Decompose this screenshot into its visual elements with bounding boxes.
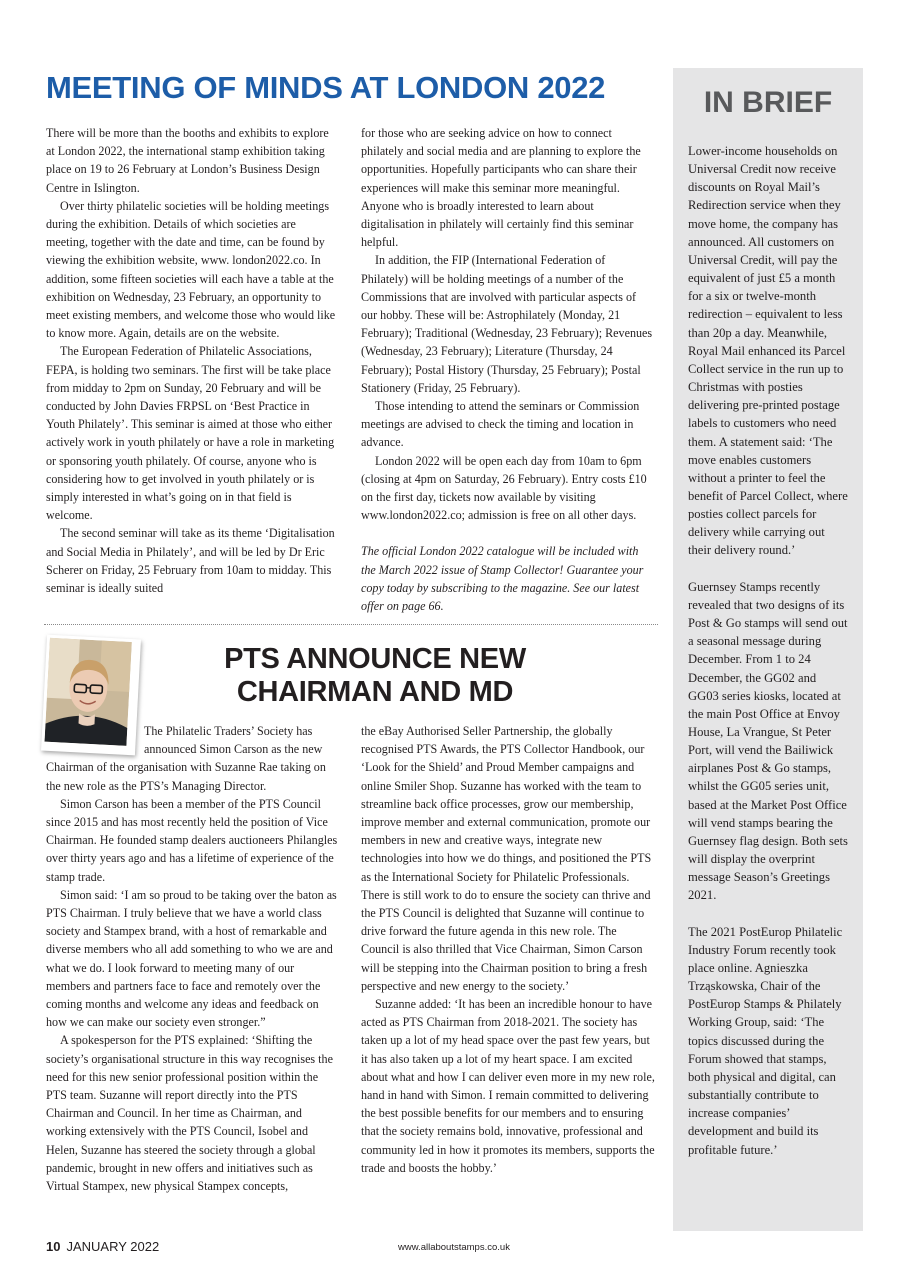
paragraph: Suzanne added: ‘It has been an incredible honour to have acted as PTS Chairman from 2018-2021. The society has taken up a lot of my head space over the past few years, but it has also taken up a lot of my heart space. I am excited about what and how I can deliver even more in my new role, hand in hand with Simon. I remain committed to delivering the best possible benefits for our members and to ensuring that the society remains bold, innovative, professional and community led in how it promotes its members, supports the trade and boosts the hobby.’ [361,997,655,1175]
paragraph: Simon Carson has been a member of the PTS Council since 2015 and has most recently held the position of Vice Chairman. He founded stamp dealers auctioneers Philangles over thirty years ago and has a lifetime of experience of the stamp trade. [46,796,338,884]
paragraph: There will be more than the booths and exhibits to explore at London 2022, the international stamp exhibition taking place on 19 to 26 February at London’s Business Design Centre in Islington. [46,126,329,195]
article2-column-1 [46,722,338,1195]
paragraph: the eBay Authorised Seller Partnership, the globally recognised PTS Awards, the PTS Collector Handbook, our ‘Look for the Shield’ and Proud Member campaigns and online Smiler Shop. Suzanne has worked with the team to streamline back office processes, grow our membership, improve member and external communication, promote our members in new and creative ways, integrate new technologies into how we do things, and positioned the PTS as the International Society for Philatelic Professionals. There is still work to do to ensure the society can thrive and the PTS Council is delighted that Suzanne will continue to drive forward the future agenda in this new role. The Council is also thrilled that Vice Chairman, Simon Carson will be stepping into the Chairman position to bring a fresh perspective and new energy to the society.’ [361,724,652,993]
paragraph: In addition, the FIP (International Federation of Philately) will be holding meetings of a number of the Commissions that are involved with particular aspects of our hobby. These will be: Astrophilately (Monday, 21 February); Traditional (Wednesday, 23 February); Revenues (Wednesday, 23 February); Literature (Thursday, 24 February); Postal History (Thursday, 25 February); Postal Stationery (Friday, 25 February). [361,253,653,395]
brief-item: Lower-income households on Universal Credit now receive discounts on Royal Mail’s Redirection service when they move home, the company has announced. All customers on Universal Credit, will pay the equivalent of just £5 a month for a six or twelve-month redirection – equivalent to less than 20p a day. Meanwhile, Royal Mail enhanced its Parcel Collect service in the run up to Christmas with posties delivering pre-printed postage labels to customers who need them. A statement said: ‘The move enables customers without a printer to feel the benefit of Parcel Collect, where posties collect parcels for delivery while carrying out their delivery round.’ [688,144,848,558]
article2-column-2 [361,722,655,1177]
catalogue-note: The official London 2022 catalogue will be included with the March 2022 issue of Stamp Collector! Guarantee your copy today by subscribing to the magazine. See our latest offer on page 66. [361,544,644,614]
paragraph: London 2022 will be open each day from 10am to 6pm (closing at 4pm on Saturday, 26 February). Entry costs £10 on the first day, tickets now available by visiting www.london2022.co; admission is free on all other days. [361,453,647,523]
paragraph: A spokesperson for the PTS explained: ‘Shifting the society’s organisational structure in this way recognises the need for this new senior professional position within the PTS team. Suzanne will report directly into the PTS Chairman and Council. In her time as Chairman, and working extensively with the PTS Council, Isobel and Helen, Suzanne has steered the society through a global pandemic, brought in new offers and initiatives such as Virtual Stampex, new physical Stampex concepts, [46,1033,333,1194]
paragraph: The second seminar will take as its theme ‘Digitalisation and Social Media in Philately’, and will be led by Dr Eric Scherer on Friday, 25 February from 10am to midday. This seminar is ideally suited [46,526,335,596]
intro-line: The Philatelic Traders’ Society has [144,724,313,738]
article1-column-2 [361,124,655,615]
sidebar-title: IN BRIEF [703,86,833,119]
sidebar-body [688,142,850,1177]
brief-item: The 2021 PostEurop Philatelic Industry Forum recently took place online. Agnieszka Trząskowska, Chair of the PostEurop Stamps & Philately Working Group, said: ‘The topics discussed during the Forum showed that stamps, both physical and digital, can substantially contribute to increase companies’ development and build its profitable future.’ [688,924,843,1157]
brief-item: Guernsey Stamps recently revealed that two designs of its Post & Go stamps will send out a seasonal message during December. From 1 to 24 December, the GG02 and GG03 series kiosks, located at the main Post Office at Envoy House, La Vrangue, St Peter Port, will vend the Bailiwick airplanes Post & Go stamps, whilst the GG05 series unit, based at the Market Post Office will vend stamps bearing the Guernsey flag design. Both sets will display the overprint message Season’s Greetings 2021. [688,579,848,903]
article-title-london-2022: MEETING OF MINDS AT LONDON 2022 [46,70,606,105]
paragraph: Simon said: ‘I am so proud to be taking over the baton as PTS Chairman. I truly believe that we have a world class society and Stampex brand, with a host of remarkable and diverse members who all add something to who we are and what we do. I look forward to meeting many of our members and partners face to face and remotely over the coming months and welcome any ideas and feedback on how we can make our society even stronger.” [46,887,337,1030]
issue-date: JANUARY 2022 [66,1239,160,1254]
footer-page-info [46,1239,159,1254]
section-divider [44,624,658,625]
intro-line: announced Simon Carson as the new [144,742,323,757]
article-title-pts-chairman: PTS ANNOUNCE NEW CHAIRMAN AND MD [224,643,526,708]
paragraph: for those who are seeking advice on how to connect philately and social media and are planning to explore the opportunities. Hopefully participants who can share their experiences will make this seminar more meaningful. Anyone who is broadly interested to learn about digitalisation in philately will certainly find this seminar helpful. [361,126,641,250]
paragraph: The European Federation of Philatelic Associations, FEPA, is holding two seminars. The first will be take place from midday to 2pm on Sunday, 20 February and will be conducted by John Davies FRPSL on ‘Best Practice in Youth Philately’. This seminar is aimed at those who either actively work in youth philately or have a role in marketing or sponsoring youth philately. Of course, anyone who is considering how to get involved in youth philately or is simply interested in what’s going on in that field is welcome. [46,344,335,523]
paragraph: Those intending to attend the seminars or Commission meetings are advised to check the timing and location in advance. [361,399,640,450]
intro-paragraph: Chairman of the organisation with Suzanne Rae taking on the new role as the PTS’s Managing Director. [46,760,326,793]
paragraph: Over thirty philatelic societies will be holding meetings during the exhibition. Details of which societies are meeting, together with the date and time, can be found by viewing the exhibition website, www. london2022.co. In addition, some fifteen societies will each have a table at the exhibition on Wednesday, 23 February, an opportunity to meet existing members, and welcome those who would like to know more. Again, details are on the website. [46,198,336,341]
article1-column-1 [46,124,338,597]
footer-url: www.allaboutstamps.co.uk [398,1242,510,1253]
page-number: 10 [46,1239,61,1254]
